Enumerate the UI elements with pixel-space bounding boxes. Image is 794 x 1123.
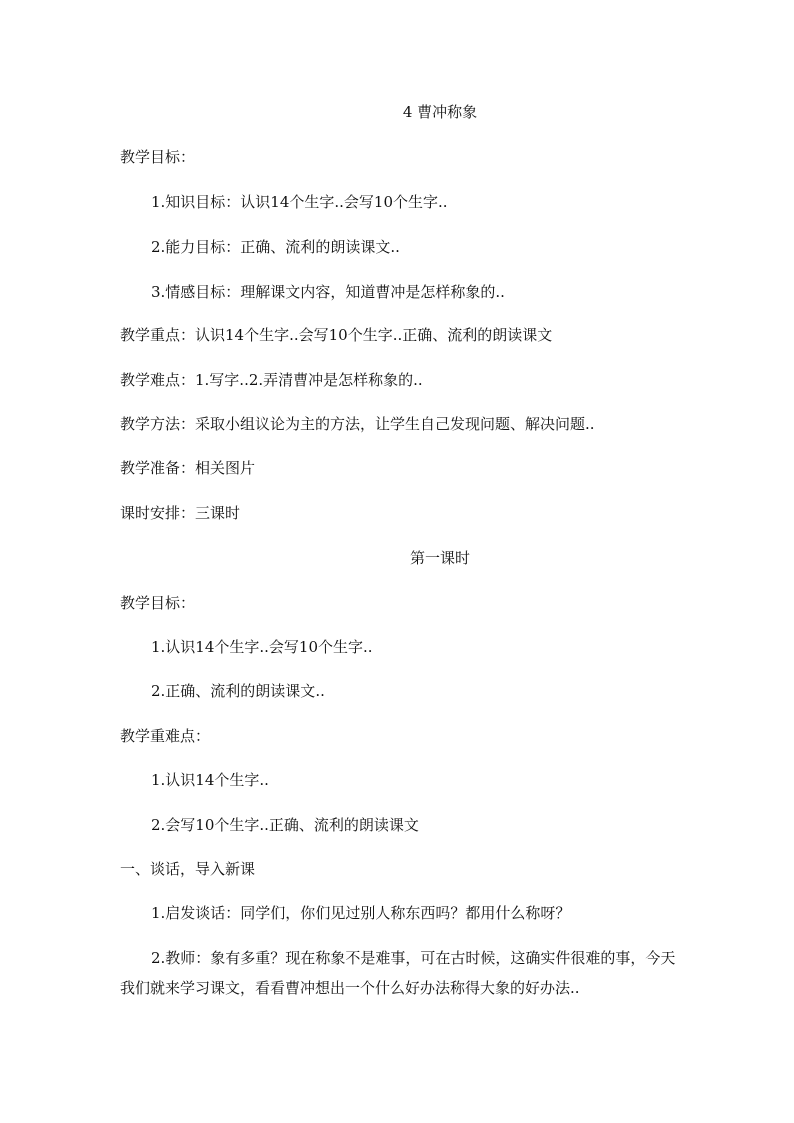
section1-item-paragraph: 2.教师：象有多重？现在称象不是难事，可在古时候，这确实件很难的事，今天我们就来学习课文，看看曹冲想出一个什么好办法称得大象的好办法.. [120,949,676,997]
lesson1-key-difficult-item: 2.会写10个生字..正确、流利的朗读课文 [151,816,419,834]
section1-item: 1.启发谈话：同学们，你们见过别人称东西吗？都用什么称呀？ [151,904,571,922]
lesson1-goal-item: 1.认识14个生字..会写10个生字.. [151,638,373,656]
section1-heading: 一、谈话，导入新课 [120,860,256,878]
lesson-schedule: 课时安排：三课时 [120,504,241,522]
document-title: 4 曹冲称象 [402,103,478,121]
goals-heading: 教学目标： [120,148,196,166]
difficulties: 教学难点：1.写字..2.弄清曹冲是怎样称象的.. [120,371,423,389]
teaching-preparation: 教学准备：相关图片 [120,459,256,477]
goal-item: 1.知识目标：认识14个生字..会写10个生字.. [151,193,448,211]
lesson1-goal-item: 2.正确、流利的朗读课文.. [151,682,325,700]
goal-item: 3.情感目标：理解课文内容，知道曹冲是怎样称象的.. [151,283,505,301]
key-points: 教学重点：认识14个生字..会写10个生字..正确、流利的朗读课文 [120,326,553,344]
lesson1-heading: 第一课时 [409,549,470,567]
lesson1-goals-heading: 教学目标： [120,594,196,612]
lesson1-key-difficult-item: 1.认识14个生字.. [151,771,269,789]
lesson1-key-difficult-heading: 教学重难点： [120,727,211,745]
teaching-method: 教学方法：采取小组议论为主的方法，让学生自己发现问题、解决问题.. [120,415,595,433]
goal-item: 2.能力目标：正确、流利的朗读课文.. [151,238,400,256]
